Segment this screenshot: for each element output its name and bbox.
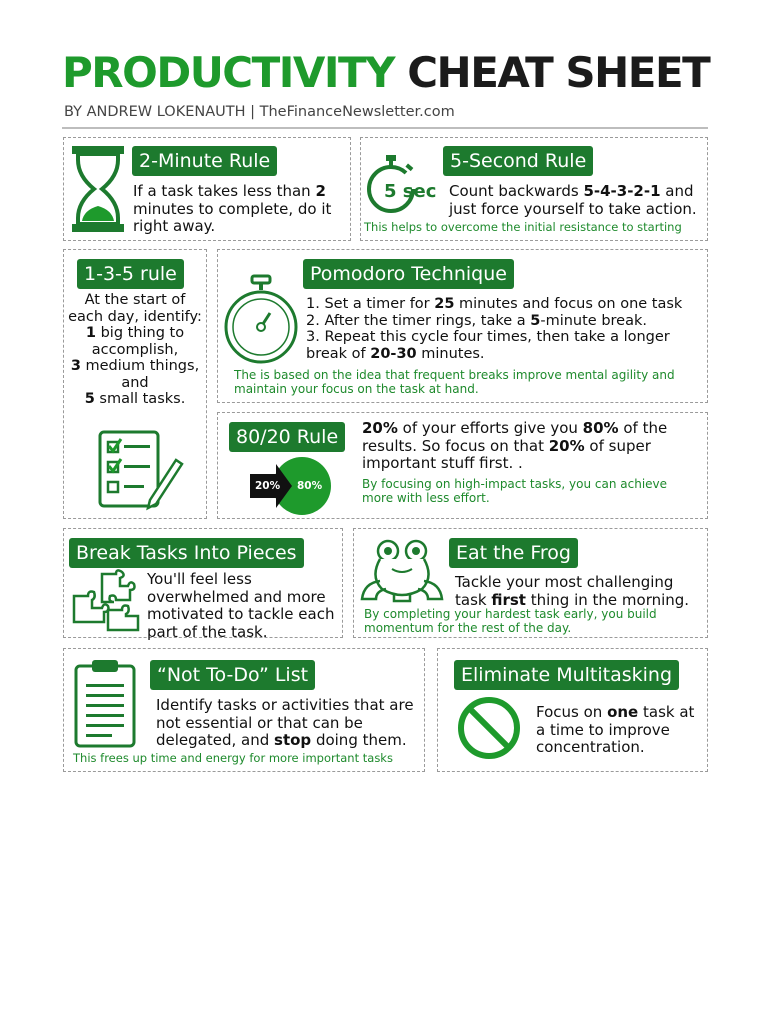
eighty-twenty-title: 80/20 Rule: [229, 422, 345, 452]
two-minute-body-c: minutes to complete, do it right away.: [133, 199, 332, 235]
multitask-title: Eliminate Multitasking: [454, 660, 679, 690]
not-todo-body: [156, 697, 422, 750]
five-sec-icon-label: 5 sec: [384, 181, 437, 202]
pomodoro-step-3-c: minutes.: [416, 345, 485, 362]
frog-note: By completing your hardest task early, you build momentum for the rest of the day.: [364, 607, 657, 635]
eighty-twenty-t2: of the results. So focus on that: [362, 419, 668, 455]
break-tasks-title: Break Tasks Into Pieces: [69, 538, 304, 568]
puzzle-icon: [72, 572, 144, 632]
one-three-five-t3: small tasks.: [94, 391, 186, 407]
frog-body-c: thing in the morning.: [525, 590, 690, 609]
not-todo-title: “Not To-Do” List: [150, 660, 315, 690]
pomodoro-step-1-b: 25: [434, 296, 455, 312]
one-three-five-line1: At the start of each day, identify:: [68, 292, 202, 325]
eighty-twenty-note: By focusing on high-impact tasks, you can achieve more with less effort.: [362, 477, 668, 505]
two-minute-body: [133, 183, 348, 236]
hourglass-icon: [72, 146, 124, 232]
multitask-body-a: Focus on: [536, 703, 608, 721]
checklist-icon: [98, 430, 182, 510]
timer-icon: [222, 276, 300, 366]
break-tasks-body: You'll feel less overwhelmed and more motivated to tackle each part of the task.: [147, 570, 335, 641]
frog-body-b: first: [491, 590, 526, 609]
pomodoro-step-1-c: minutes and focus on one task: [454, 296, 683, 312]
pie-label-small: 20%: [255, 480, 281, 492]
pomodoro-step-3-a: 3. Repeat this cycle four times, then take a longer break of: [306, 329, 670, 362]
pie-label-big: 80%: [297, 480, 323, 492]
pomodoro-title: Pomodoro Technique: [303, 259, 514, 289]
five-second-body-c: and just force yourself to take action.: [449, 182, 697, 218]
one-three-five-t2: medium things, and: [80, 358, 200, 391]
eighty-twenty-t3: of super important stuff first. .: [362, 436, 651, 472]
frog-title: Eat the Frog: [449, 538, 578, 568]
two-minute-body-b: 2: [315, 182, 326, 200]
eighty-twenty-b2: 80%: [582, 419, 619, 437]
one-three-five-body: [67, 292, 203, 408]
pomodoro-steps: [306, 296, 708, 362]
five-second-note: This helps to overcome the initial resistance to starting: [364, 220, 682, 234]
title-green: PRODUCTIVITY: [62, 48, 395, 97]
pomodoro-step-1-a: 1. Set a timer for: [306, 296, 435, 312]
eighty-twenty-t1: of your efforts give you: [397, 419, 583, 437]
pomodoro-step-2-a: 2. After the timer rings, take a: [306, 312, 531, 329]
one-three-five-n1: 1: [85, 325, 96, 341]
pomodoro-note: The is based on the idea that frequent breaks improve mental agility and maintain your focus on the task at hand.: [234, 368, 675, 396]
pomodoro-step-3: [306, 329, 701, 362]
no-symbol-icon: [457, 696, 521, 760]
one-three-five-n3: 5: [84, 391, 95, 407]
pomodoro-step-2-c: -minute break.: [540, 312, 647, 329]
not-todo-body-b: stop: [274, 731, 312, 749]
not-todo-body-c: doing them.: [311, 731, 407, 749]
divider: [62, 127, 708, 129]
pomodoro-step-2: [306, 313, 708, 330]
five-second-title: 5-Second Rule: [443, 146, 593, 176]
frog-body: [455, 574, 705, 609]
five-second-body: [449, 183, 707, 218]
title-dark: CHEAT SHEET: [407, 48, 710, 97]
eighty-twenty-b1: 20%: [362, 419, 398, 437]
multitask-body-b: one: [607, 703, 639, 721]
multitask-body-c: task at a time to improve concentration.: [536, 703, 695, 756]
frog-body-a: Tackle your most challenging task: [455, 573, 674, 609]
eighty-twenty-body: [362, 420, 706, 473]
byline: BY ANDREW LOKENAUTH | TheFinanceNewsletter.com: [64, 104, 455, 120]
pomodoro-step-2-b: 5: [530, 312, 541, 329]
one-three-five-t1: big thing to accomplish,: [91, 325, 185, 358]
clipboard-icon: [74, 658, 136, 748]
two-minute-body-a: If a task takes less than: [133, 182, 316, 200]
frog-icon: [358, 537, 446, 605]
not-todo-body-a: Identify tasks or activities that are not essential or that can be delegated, and: [156, 696, 414, 749]
not-todo-note: This frees up time and energy for more important tasks: [73, 751, 393, 765]
multitask-body: [536, 704, 704, 757]
one-three-five-n2: 3: [70, 358, 81, 374]
pomodoro-step-3-b: 20-30: [370, 345, 417, 362]
page-title: [62, 48, 709, 97]
one-three-five-title: 1-3-5 rule: [77, 259, 184, 289]
two-minute-title: 2-Minute Rule: [132, 146, 277, 176]
five-second-body-a: Count backwards: [449, 182, 584, 200]
five-second-body-b: 5-4-3-2-1: [583, 182, 661, 200]
eighty-twenty-b3: 20%: [548, 436, 585, 455]
pomodoro-step-1: [306, 296, 708, 313]
